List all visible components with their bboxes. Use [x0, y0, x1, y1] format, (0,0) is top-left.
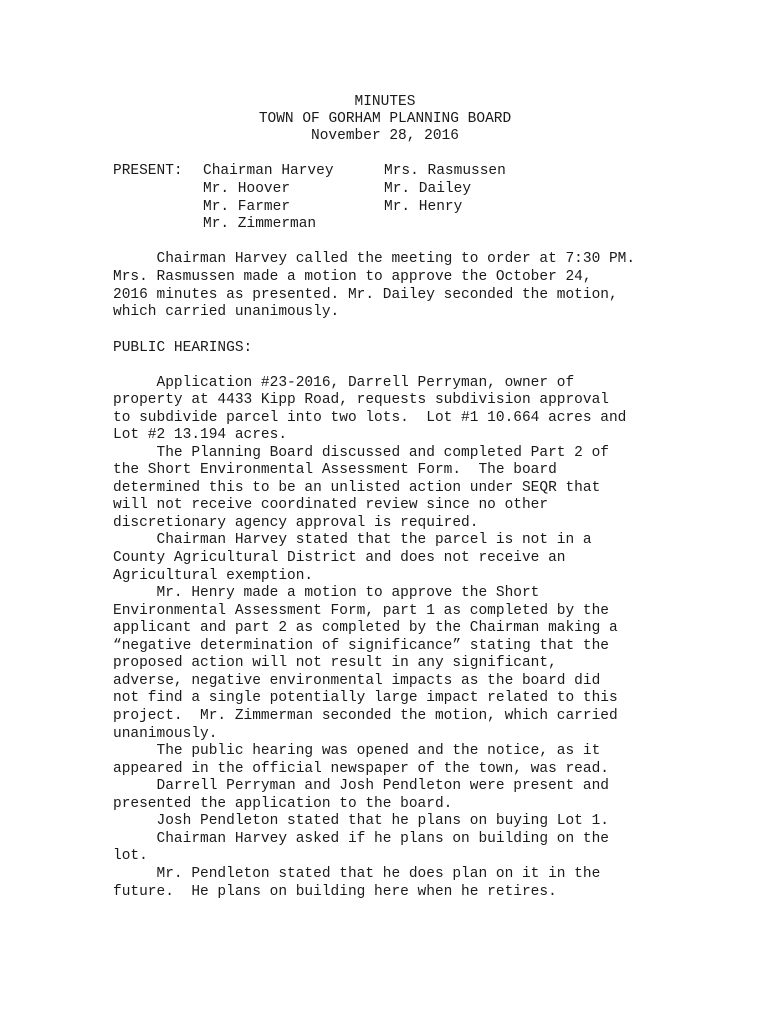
body-line: 2016 minutes as presented. Mr. Dailey seconded the motion, [113, 287, 618, 303]
body-line: adverse, negative environmental impacts as the board did [113, 673, 601, 689]
body-line: Environmental Assessment Form, part 1 as completed by the [113, 603, 609, 619]
body-line: The Planning Board discussed and completed Part 2 of [113, 445, 609, 461]
body-line: “negative determination of significance” stating that the [113, 638, 609, 654]
attendee: Mr. Zimmerman [203, 216, 317, 232]
attendee: Mr. Hoover [203, 181, 291, 197]
body-line: appeared in the official newspaper of the town, was read. [113, 761, 609, 777]
attendee: Mrs. Rasmussen [384, 163, 506, 179]
attendee: Mr. Henry [384, 199, 463, 215]
attendee: Chairman Harvey [203, 163, 334, 179]
body-line: Darrell Perryman and Josh Pendleton were present and [113, 778, 609, 794]
body-line: Application #23-2016, Darrell Perryman, owner of [113, 375, 575, 391]
attendee: Mr. Dailey [384, 181, 472, 197]
section-heading: PUBLIC HEARINGS: [113, 340, 253, 356]
document-title: MINUTES [354, 94, 416, 110]
organization-name: TOWN OF GORHAM PLANNING BOARD [258, 111, 512, 127]
body-line: applicant and part 2 as completed by the Chairman making a [113, 620, 618, 636]
body-line: Agricultural exemption. [113, 568, 314, 584]
attendee: Mr. Farmer [203, 199, 291, 215]
body-line: future. He plans on building here when he retires. [113, 884, 557, 900]
body-line: proposed action will not result in any significant, [113, 655, 557, 671]
body-line: County Agricultural District and does not receive an [113, 550, 566, 566]
body-line: Josh Pendleton stated that he plans on buying Lot 1. [113, 813, 609, 829]
body-line: presented the application to the board. [113, 796, 453, 812]
body-line: Mrs. Rasmussen made a motion to approve the October 24, [113, 269, 592, 285]
body-line: Mr. Henry made a motion to approve the Short [113, 585, 540, 601]
body-line: to subdivide parcel into two lots. Lot #1 10.664 acres and [113, 410, 627, 426]
body-line: The public hearing was opened and the notice, as it [113, 743, 601, 759]
body-line: discretionary agency approval is required. [113, 515, 479, 531]
body-line: will not receive coordinated review since no other [113, 497, 549, 513]
body-line: Lot #2 13.194 acres. [113, 427, 288, 443]
body-line: which carried unanimously. [113, 304, 340, 320]
body-line: Mr. Pendleton stated that he does plan on it in the [113, 866, 601, 882]
body-line: not find a single potentially large impact related to this [113, 690, 618, 706]
body-line: property at 4433 Kipp Road, requests subdivision approval [113, 392, 609, 408]
body-line: unanimously. [113, 726, 218, 742]
body-line: Chairman Harvey stated that the parcel is not in a [113, 532, 592, 548]
body-line: determined this to be an unlisted action under SEQR that [113, 480, 601, 496]
body-line: lot. [113, 848, 148, 864]
body-line: Chairman Harvey asked if he plans on building on the [113, 831, 609, 847]
present-label: PRESENT: [113, 163, 183, 179]
body-line: the Short Environmental Assessment Form. The board [113, 462, 557, 478]
body-line: Chairman Harvey called the meeting to order at 7:30 PM. [113, 251, 636, 267]
body-line: project. Mr. Zimmerman seconded the motion, which carried [113, 708, 618, 724]
meeting-date: November 28, 2016 [311, 128, 459, 144]
